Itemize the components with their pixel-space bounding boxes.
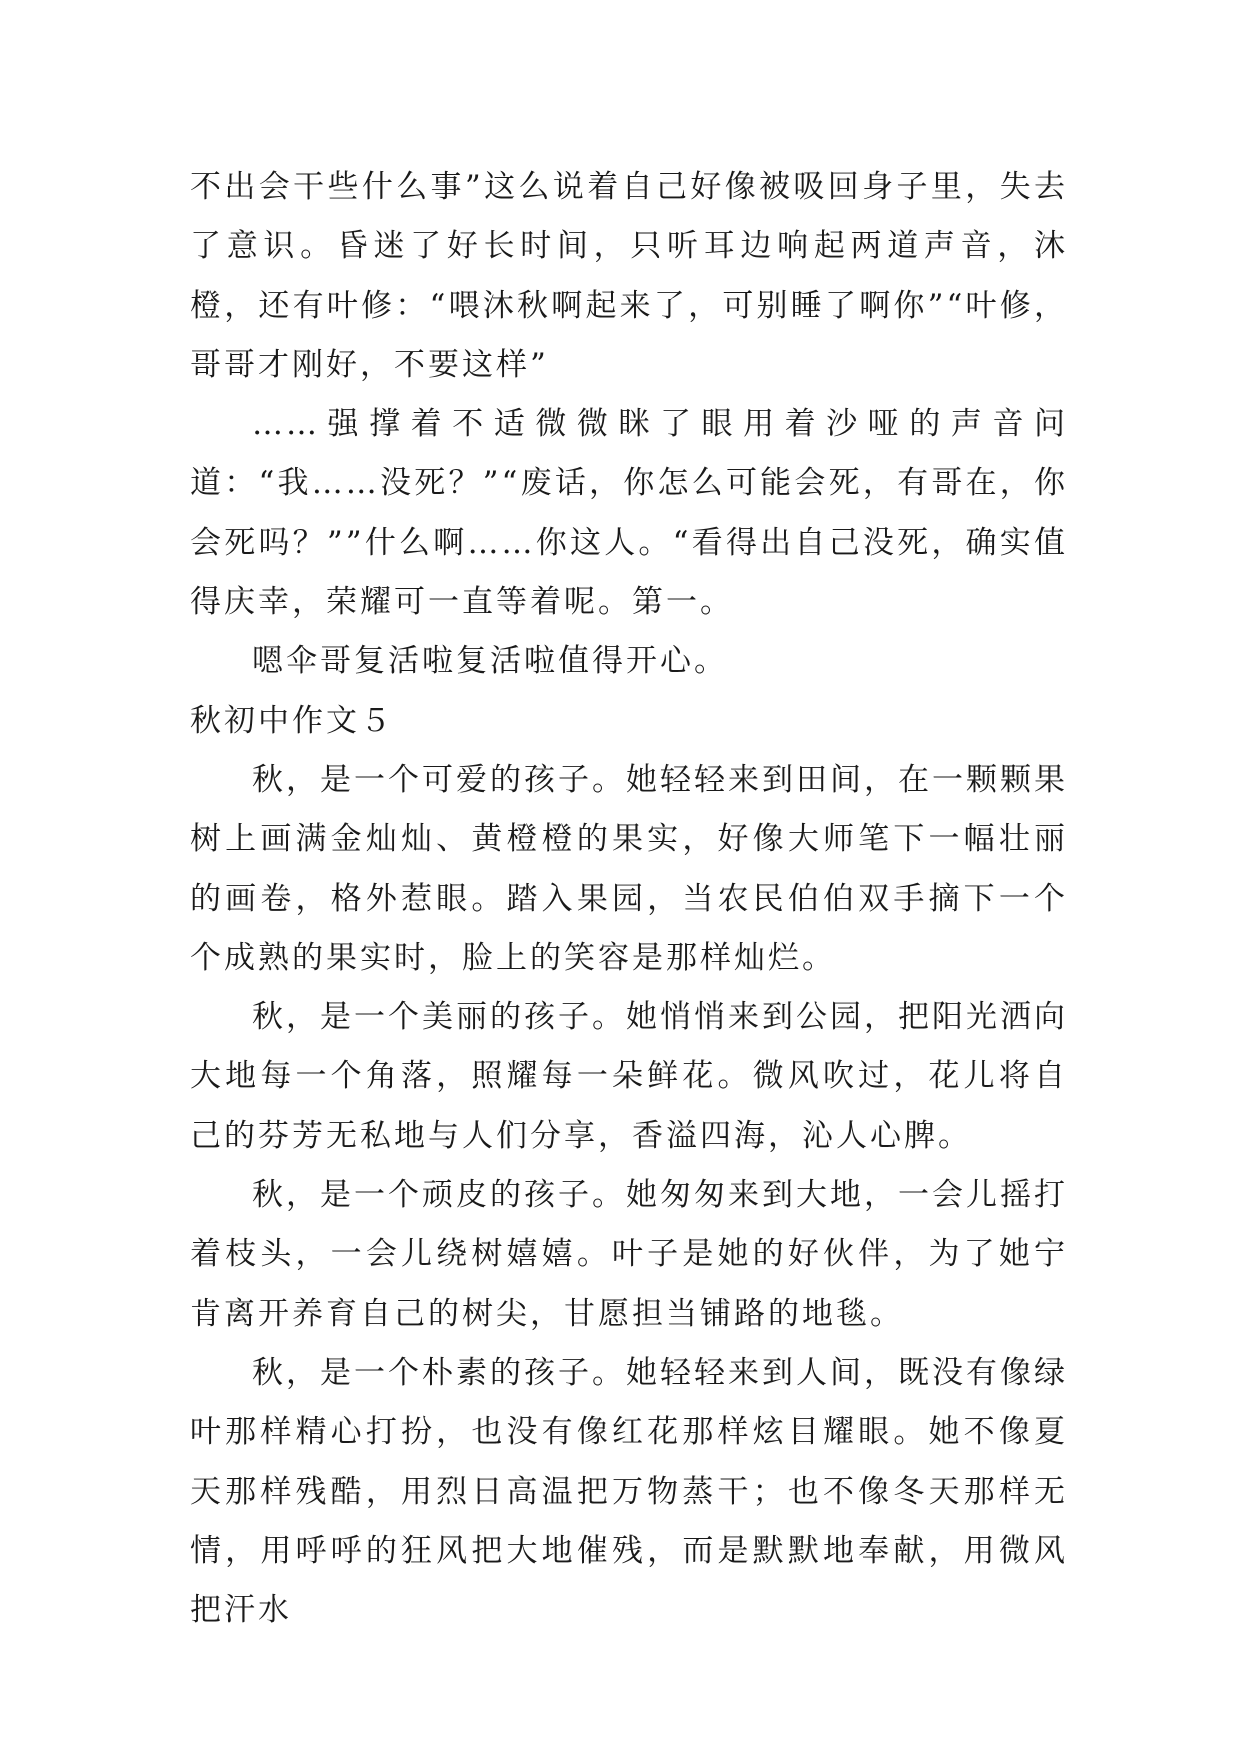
article-title: 秋初中作文５ [190,702,394,739]
paragraph-6: 秋，是一个顽皮的孩子。她匆匆来到大地，一会儿摇打着枝头，一会儿绕树嬉嬉。叶子是她的好伙伴，为了她宁肯离开养育自己的树尖，甘愿担当铺路的地毯。 [190,1177,1068,1332]
paragraph-4: 秋，是一个可爱的孩子。她轻轻来到田间，在一颗颗果树上画满金灿灿、黄橙橙的果实，好像大师笔下一幅壮丽的画卷，格外惹眼。踏入果园，当农民伯伯双手摘下一个个成熟的果实时，脸上的笑容是那样灿烂。 [190,761,1068,976]
paragraph-2: ……强撑着不适微微眯了眼用着沙哑的声音问道：“我……没死？”“废话，你怎么可能会死，有哥在，你会死吗？””什么啊……你这人。“看得出自己没死，确实值得庆幸，荣耀可一直等着呢。第一。 [190,406,1068,621]
paragraph-3: 嗯伞哥复活啦复活啦值得开心。 [252,643,728,680]
paragraph-7: 秋，是一个朴素的孩子。她轻轻来到人间，既没有像绿叶那样精心打扮，也没有像红花那样炫目耀眼。她不像夏天那样残酷，用烈日高温把万物蒸干；也不像冬天那样无情，用呼呼的狂风把大地催残，而是默默地奉献，用微风把汗水 [190,1354,1068,1629]
article-body [190,158,1068,1640]
paragraph-5: 秋，是一个美丽的孩子。她悄悄来到公园，把阳光洒向大地每一个角落，照耀每一朵鲜花。微风吹过，花儿将自己的芬芳无私地与人们分享，香溢四海，沁人心脾。 [190,999,1068,1154]
paragraph-1: 不出会干些什么事”这么说着自己好像被吸回身子里，失去了意识。昏迷了好长时间，只听耳边响起两道声音，沐橙，还有叶修：“喂沐秋啊起来了，可别睡了啊你”“叶修，哥哥才刚好，不要这样” [190,169,1068,383]
